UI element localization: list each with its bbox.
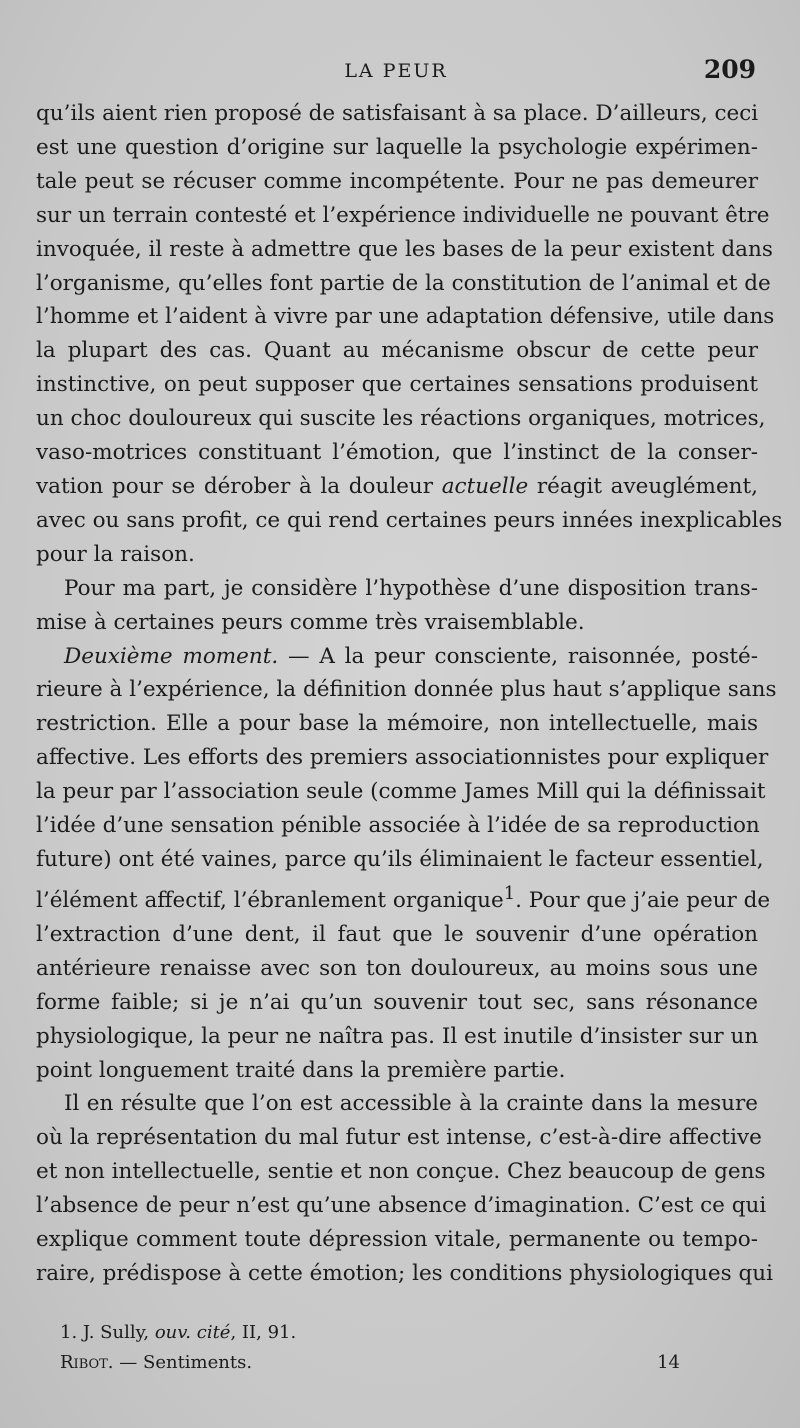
text-line: Pour ma part, je considère l’hypothèse d’une disposition trans- <box>64 575 758 601</box>
text-line: mise à certaines peurs comme très vraisemblable. <box>36 609 585 635</box>
footnote-ref: 1 <box>503 882 516 904</box>
text-line: la plupart des cas. Quant au mécanisme obscur de cette peur <box>36 338 758 364</box>
signature-line <box>60 1348 680 1378</box>
text-line: l’homme et l’aident à vivre par une adaptation défensive, utile dans <box>36 304 775 330</box>
text-segment: . Pour que j’aie peur de <box>515 888 771 913</box>
signature-title: — Sentiments. <box>113 1352 253 1373</box>
text-line: et non intellectuelle, sentie et non conçue. Chez beaucoup de gens <box>36 1159 766 1185</box>
text-line: instinctive, on peut supposer que certaines sensations produisent <box>36 372 758 398</box>
text-line <box>36 877 771 918</box>
text-line: explique comment toute dépression vitale, permanente ou tempo- <box>36 1227 758 1253</box>
footnotes <box>60 1318 680 1378</box>
text-line: un choc douloureux qui suscite les réactions organiques, motrices, <box>36 406 766 432</box>
footnote <box>60 1318 680 1348</box>
sheet-number: 14 <box>657 1352 680 1373</box>
text-segment: — A la peur consciente, raisonnée, posté- <box>278 643 758 669</box>
text-line: où la représentation du mal futur est intense, c’est-à-dire affective <box>36 1125 762 1151</box>
text-line: Il en résulte que l’on est accessible à la crainte dans la mesure <box>64 1091 758 1117</box>
text-segment: vation pour se dérober à la douleur <box>36 473 442 499</box>
text-line: antérieure renaisse avec son ton douloureux, au moins sous une <box>36 955 758 981</box>
text-line: la peur par l’association seule (comme James Mill qui la définissait <box>36 779 766 805</box>
section-label: Deuxième moment. <box>64 643 279 669</box>
signature-author: Ribot. <box>60 1352 114 1373</box>
footnote-text: , II, 91. <box>230 1322 297 1343</box>
text-segment: l’élément affectif, l’ébranlement organique <box>36 888 504 913</box>
text-line <box>36 470 758 504</box>
text-line: restriction. Elle a pour base la mémoire, non intellectuelle, mais <box>36 711 758 737</box>
running-title: LA PEUR <box>344 60 448 82</box>
text-segment: réagit aveuglément, <box>528 473 758 499</box>
text-line: tale peut se récuser comme incompétente. Pour ne pas demeurer <box>36 168 758 194</box>
text-line: sur un terrain contesté et l’expérience individuelle ne pouvant être <box>36 202 770 228</box>
text-line: raire, prédispose à cette émotion; les conditions physiologiques qui <box>36 1260 773 1286</box>
body-text <box>36 97 783 1291</box>
text-line: pour la raison. <box>36 541 195 567</box>
text-line: qu’ils aient rien proposé de satisfaisant à sa place. D’ailleurs, ceci <box>36 101 759 126</box>
text-line: l’absence de peur n’est qu’une absence d’imagination. C’est ce qui <box>36 1193 767 1219</box>
text-line: l’idée d’une sensation pénible associée à l’idée de sa reproduction <box>36 813 760 839</box>
text-line: l’extraction d’une dent, il faut que le souvenir d’une opération <box>36 921 758 947</box>
text-line: avec ou sans profit, ce qui rend certaines peurs innées inexplicables <box>36 507 783 533</box>
text-line: forme faible; si je n’ai qu’un souvenir tout sec, sans résonance <box>36 989 758 1015</box>
text-line: point longuement traité dans la première partie. <box>36 1057 566 1083</box>
text-line: future) ont été vaines, parce qu’ils éliminaient le facteur essentiel, <box>36 846 764 872</box>
text-line: l’organisme, qu’elles font partie de la constitution de l’animal et de <box>36 270 771 296</box>
text-line: invoquée, il reste à admettre que les bases de la peur existent dans <box>36 236 773 262</box>
text-line: est une question d’origine sur laquelle la psychologie expérimen- <box>36 134 758 160</box>
footnote-italic: ouv. cité <box>154 1322 231 1343</box>
page-number: 209 <box>703 55 756 84</box>
italic-word: actuelle <box>441 473 529 499</box>
text-line: physiologique, la peur ne naîtra pas. Il est inutile d’insister sur un <box>36 1023 759 1049</box>
footnote-text: 1. J. Sully, <box>60 1322 155 1343</box>
text-line <box>36 640 758 674</box>
text-line: affective. Les efforts des premiers associationnistes pour expliquer <box>36 745 769 771</box>
text-line: vaso-motrices constituant l’émotion, que l’instinct de la conser- <box>36 440 758 466</box>
page-header <box>36 52 756 92</box>
text-line: rieure à l’expérience, la définition donnée plus haut s’applique sans <box>36 677 777 703</box>
